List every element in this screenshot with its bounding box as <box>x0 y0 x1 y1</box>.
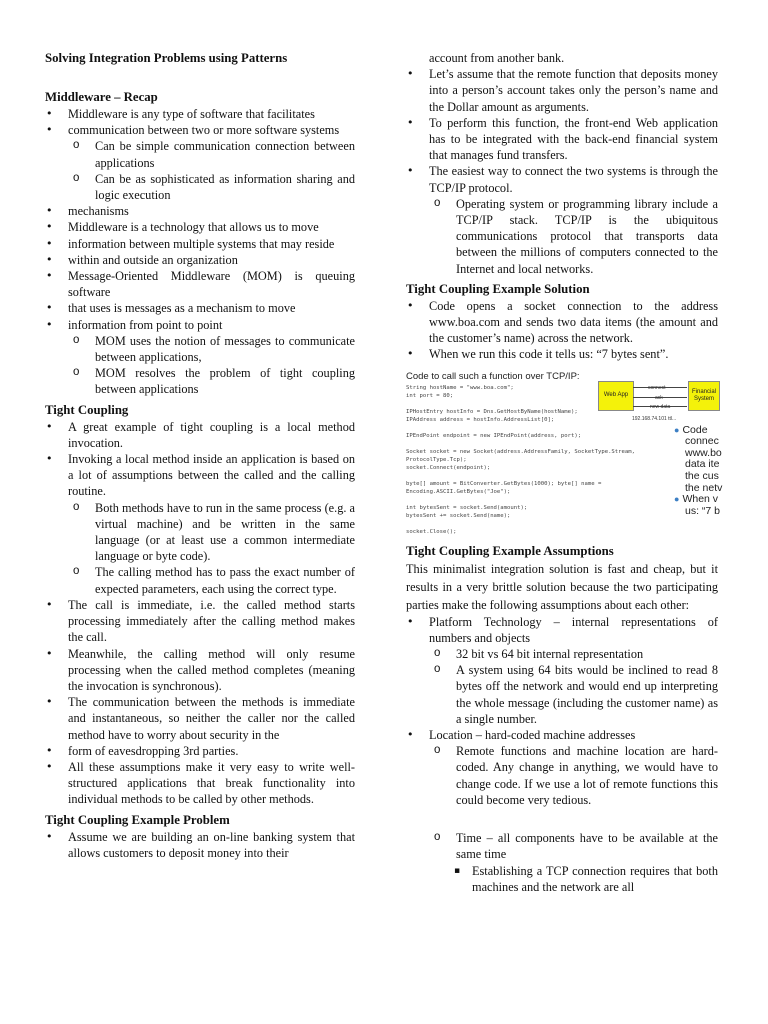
list-item: • Platform Technology – internal representations of numbers and objects <box>406 614 718 646</box>
assumptions-list-2 <box>406 727 718 743</box>
connect-label: connect <box>648 384 666 391</box>
assumptions-list <box>406 614 718 646</box>
figure-title: Code to call such a function over TCP/IP: <box>406 370 580 382</box>
heading-example-assumptions: Tight Coupling Example Assumptions <box>406 543 614 558</box>
code-line: String hostName = "www.boa.com"; <box>406 384 514 391</box>
code-line: bytesSent += socket.Send(name); <box>406 512 511 519</box>
list-item: • Meanwhile, the calling method will only resume processing when the called method completes (meaning the invocation is synchronous). <box>45 646 355 695</box>
list-item: • Location – hard-coded machine addresses <box>406 727 718 743</box>
code-line: byte[] amount = BitConverter.GetBytes(1000); byte[] name = <box>406 480 602 487</box>
sub-list-item: o Time – all components have to be available at the same time <box>429 830 718 862</box>
list-item: • Invoking a local method inside an application is based on a lot of assumptions between the called and the calling routine. <box>45 451 355 500</box>
heading-example-solution: Tight Coupling Example Solution <box>406 281 590 296</box>
problem-sublist <box>406 196 718 277</box>
list-item: • communication between two or more software systems <box>45 122 355 138</box>
middleware-list-2 <box>45 203 355 333</box>
right-column <box>406 50 723 895</box>
code-line: ProtocolType.Tcp); <box>406 456 467 463</box>
sub-list-item: o Remote functions and machine location are hard-coded. Any change in anything, we would have to change code. If we use a lot of remote functions this could become very tedious. <box>429 743 718 808</box>
middleware-sublist <box>45 138 355 203</box>
sub-list-item: o A system using 64 bits would be inclined to read 8 bytes off the network and would end up interpreting the whole message (including the customer name) as a single number. <box>429 662 718 727</box>
list-item: • mechanisms <box>45 203 355 219</box>
location-sublist <box>406 743 718 808</box>
ip-address-label: 192.168.74.101 ttl... <box>632 415 677 422</box>
list-item: • that uses is messages as a mechanism to move <box>45 300 355 316</box>
ack-label: ack <box>655 394 663 401</box>
heading-tight-coupling: Tight Coupling <box>45 402 129 417</box>
figure-bullet-line: When v <box>682 493 719 506</box>
figure-bullet-line: the netv <box>685 481 723 494</box>
sub-list-item: o MOM uses the notion of messages to communicate between applications, <box>68 333 355 365</box>
tight-coupling-sublist <box>45 500 355 597</box>
figure-bullet-line: connec <box>685 435 719 448</box>
sub-sub-list-item: ▪ Establishing a TCP connection requires that both machines and the network are all <box>452 863 718 895</box>
left-column <box>45 50 355 861</box>
code-line: IPHostEntry hostInfo = Dns.GetHostByName(hostName); <box>406 408 578 415</box>
problem-list <box>45 829 355 861</box>
assumptions-intro: This minimalist integration solution is fast and cheap, but it results in a very brittle solution because the two participating parties make the following assumptions about each other: <box>406 561 718 612</box>
list-item: • To perform this function, the front-end Web application has to be integrated with the back-end financial system that manages fund transfers. <box>406 115 718 164</box>
code-line: Encoding.ASCII.GetBytes("Joe"); <box>406 488 511 495</box>
sub-list-item: o Both methods have to run in the same process (e.g. a virtual machine) and be written in the same language (or at least use a common intermediate language or byte code). <box>68 500 355 565</box>
code-line: IPEndPoint endpoint = new IPEndPoint(address, port); <box>406 432 582 439</box>
sub-list-item: o MOM resolves the problem of tight coupling between applications <box>68 365 355 397</box>
sub-list-item: o Operating system or programming library include a TCP/IP stack. TCP/IP is the ubiquitous communications protocol that transports data between the millions of computers connected to the Internet and local networks. <box>429 196 718 277</box>
heading-middleware: Middleware – Recap <box>45 90 158 104</box>
figure-bullet-line: www.bo <box>685 446 722 459</box>
financial-system-box: Financial System <box>688 381 720 411</box>
figure-bullet-line: the cus <box>685 470 719 483</box>
time-sublist <box>406 830 718 862</box>
tcp-code-figure <box>406 369 723 539</box>
web-app-box: Web App <box>598 381 634 411</box>
bullet-icon: ● <box>674 494 680 505</box>
code-line: Socket socket = new Socket(address.AddressFamily, SocketType.Stream, <box>406 448 636 455</box>
list-item: • Middleware is any type of software that facilitates <box>45 106 355 122</box>
list-item: • The communication between the methods is immediate and instantaneous, so neither the caller nor the called method have to worry about security in the <box>45 694 355 743</box>
list-item: • within and outside an organization <box>45 252 355 268</box>
heading-example-problem: Tight Coupling Example Problem <box>45 812 230 827</box>
document-title: Solving Integration Problems using Patterns <box>45 51 288 65</box>
continuation-text: account from another bank. <box>429 51 565 65</box>
list-item: • Message-Oriented Middleware (MOM) is queuing software <box>45 268 355 300</box>
middleware-list <box>45 106 355 138</box>
list-item: • Middleware is a technology that allows us to move <box>45 219 355 235</box>
list-item: • form of eavesdropping 3rd parties. <box>45 743 355 759</box>
problem-list-2 <box>406 66 718 196</box>
list-item: • information from point to point <box>45 317 355 333</box>
list-item: • information between multiple systems that may reside <box>45 236 355 252</box>
list-item: • Let’s assume that the remote function that deposits money into a person’s account takes only the person’s name and the Dollar amount as arguments. <box>406 66 718 115</box>
list-item: • The easiest way to connect the two systems is through the TCP/IP protocol. <box>406 163 718 195</box>
tight-coupling-list <box>45 419 355 500</box>
list-item: • Assume we are building an on-line banking system that allows customers to deposit money into their <box>45 829 355 861</box>
new-data-label: new data <box>650 403 671 410</box>
figure-bullet-line: Code <box>682 423 708 436</box>
list-item: • Code opens a socket connection to the address www.boa.com and sends two data items (the amount and the customer’s name) across the network. <box>406 298 718 347</box>
code-line: IPAddress address = hostInfo.AddressList[0]; <box>406 416 555 423</box>
code-line: int port = 80; <box>406 392 454 399</box>
platform-sublist <box>406 646 718 727</box>
tight-coupling-list-2 <box>45 597 355 808</box>
solution-list <box>406 298 718 363</box>
bullet-icon: ● <box>674 424 680 435</box>
sub-list-item: o 32 bit vs 64 bit internal representation <box>429 646 718 662</box>
list-item: • The call is immediate, i.e. the called method starts processing immediately after the calling method makes the call. <box>45 597 355 646</box>
code-line: socket.Connect(endpoint); <box>406 464 491 471</box>
code-line: int bytesSent = socket.Send(amount); <box>406 504 528 511</box>
code-line: socket.Close(); <box>406 528 457 535</box>
figure-bullet-line: us: “7 b <box>685 504 721 517</box>
figure-bullet-line: data ite <box>685 458 720 471</box>
sub-list-item: o The calling method has to pass the exact number of expected parameters, each using the correct type. <box>68 564 355 596</box>
figure-bullets <box>674 425 722 518</box>
list-item: • When we run this code it tells us: “7 bytes sent”. <box>406 346 718 362</box>
list-item: • All these assumptions make it very easy to write well-structured applications that break functionality into individual methods to be called by other methods. <box>45 759 355 808</box>
mom-sublist <box>45 333 355 398</box>
time-sub-sublist <box>406 863 718 895</box>
sub-list-item: o Can be as sophisticated as information sharing and logic execution <box>68 171 355 203</box>
list-item: • A great example of tight coupling is a local method invocation. <box>45 419 355 451</box>
sub-list-item: o Can be simple communication connection between applications <box>68 138 355 170</box>
